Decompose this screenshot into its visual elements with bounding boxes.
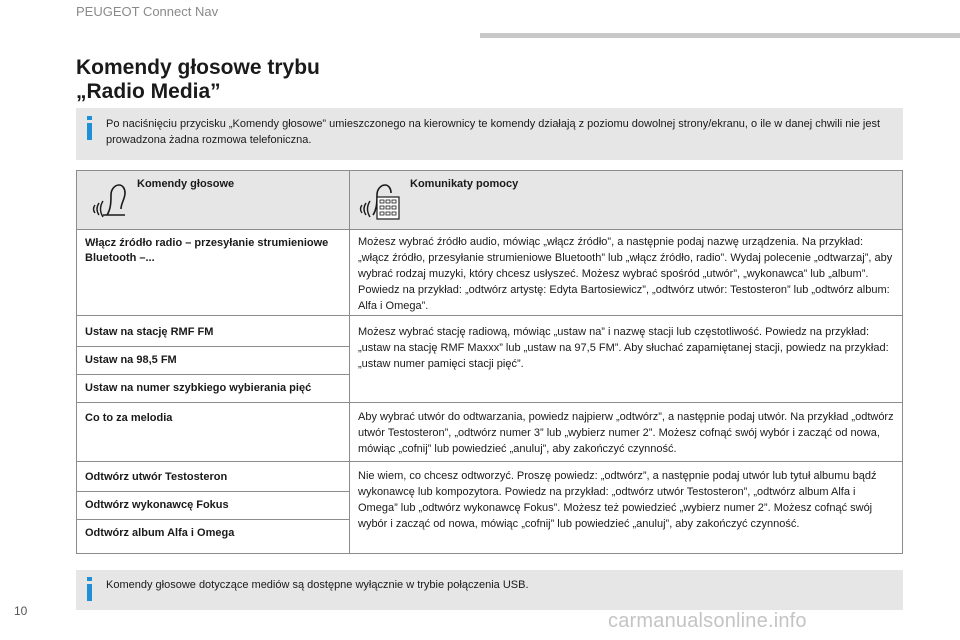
command-cell: Ustaw na stację RMF FM xyxy=(85,326,214,338)
row-divider xyxy=(77,315,902,316)
header-bar xyxy=(480,33,960,38)
header-help: Komunikaty pomocy xyxy=(410,178,519,190)
info-icon xyxy=(84,577,96,601)
help-cell: Możesz wybrać źródło audio, mówiąc „włącz źródło”, a następnie podaj nazwę urządzenia. Na przykład: „włącz źródło, przesyłanie strumieniowe Bluetooth” lub „włącz źródło, radio”. Wydaj polecenie „odtwarzaj”, aby wybrać rodzaj muzyki, który chcesz usłyszeć. Możesz wybrać spośród „utwór”, „wykonawca” lub „album”. Powiedz na przykład: „odtwórz artystę: Edyta Bartosiewicz”, „odtwórz utwór: Testosteron” lub „odtwórz album: Alfa i Omega”. xyxy=(358,236,893,312)
page-title-line-2: „Radio Media” xyxy=(76,80,221,103)
table-header xyxy=(77,171,902,230)
page-title xyxy=(76,56,320,104)
info-box-bottom xyxy=(76,570,903,610)
sub-row-divider xyxy=(77,374,349,375)
command-cell: Ustaw na numer szybkiego wybierania pięć xyxy=(85,382,312,394)
command-cell: Ustaw na 98,5 FM xyxy=(85,354,177,366)
help-cell: Możesz wybrać stację radiową, mówiąc „ustaw na” i nazwę stacji lub częstotliwość. Powiedz na przykład: „ustaw na stację RMF Maxxx” lub „ustaw na 97,5 FM”. Aby słuchać zapamiętanej stacji, powiedz na przykład: „ustaw numer pamięci stacji pięć”. xyxy=(358,326,889,370)
command-cell: Odtwórz album Alfa i Omega xyxy=(85,527,235,539)
watermark: carmanualsonline.info xyxy=(608,610,807,632)
page-number: 10 xyxy=(14,604,28,618)
help-cell: Nie wiem, co chcesz odtworzyć. Proszę powiedz: „odtwórz”, a następnie podaj utwór lub tytuł albumu bądź wykonawcę lub kompozytora. Powiedz na przykład: „odtwórz utwór Testosteron”, „odtwórz album Alfa i Omega” lub „odtwórz wykonawcę Fokus”. Możesz też powiedzieć „wybierz numer 2”. Możesz cofnąć swój wybór i zacząć od nowa, mówiąc „cofnij” lub powiedzieć „anuluj”, aby zakończyć czynność. xyxy=(358,470,877,530)
row-divider xyxy=(77,402,902,403)
header-title: PEUGEOT Connect Nav xyxy=(76,4,219,19)
command-cell: Co to za melodia xyxy=(85,412,173,424)
sub-row-divider xyxy=(77,491,349,492)
page-title-line-1: Komendy głosowe trybu xyxy=(76,56,320,79)
help-cell: Aby wybrać utwór do odtwarzania, powiedz najpierw „odtwórz”, a następnie podaj utwór. Na przykład „odtwórz utwór Testosteron”, „odtwórz numer 3” lub „wybierz numer 2”. Możesz cofnąć swój wybór i zacząć od nowa, mówiąc „cofnij” lub powiedzieć „anuluj”, aby zakończyć czynność. xyxy=(358,411,894,455)
column-divider xyxy=(349,171,350,553)
info-box-top xyxy=(76,108,903,160)
info-top-text: Po naciśnięciu przycisku „Komendy głosowe” umieszczonego na kierownicy te komendy działają z poziomu dowolnej strony/ekranu, o ile w danej chwili nie jest prowadzona żadna rozmowa telefoniczna. xyxy=(106,118,881,146)
command-cell: Odtwórz wykonawcę Fokus xyxy=(85,499,229,511)
voice-command-icon xyxy=(89,181,127,221)
voice-help-icon xyxy=(359,179,401,223)
sub-row-divider xyxy=(77,519,349,520)
command-cell: Odtwórz utwór Testosteron xyxy=(85,471,228,483)
row-divider xyxy=(77,461,902,462)
info-bottom-text: Komendy głosowe dotyczące mediów są dostępne wyłącznie w trybie połączenia USB. xyxy=(106,579,529,591)
sub-row-divider xyxy=(77,346,349,347)
command-cell: Włącz źródło radio – przesyłanie strumieniowe Bluetooth –... xyxy=(85,237,329,264)
info-icon xyxy=(84,116,96,140)
header-commands: Komendy głosowe xyxy=(137,178,235,190)
voice-commands-table xyxy=(76,170,903,554)
